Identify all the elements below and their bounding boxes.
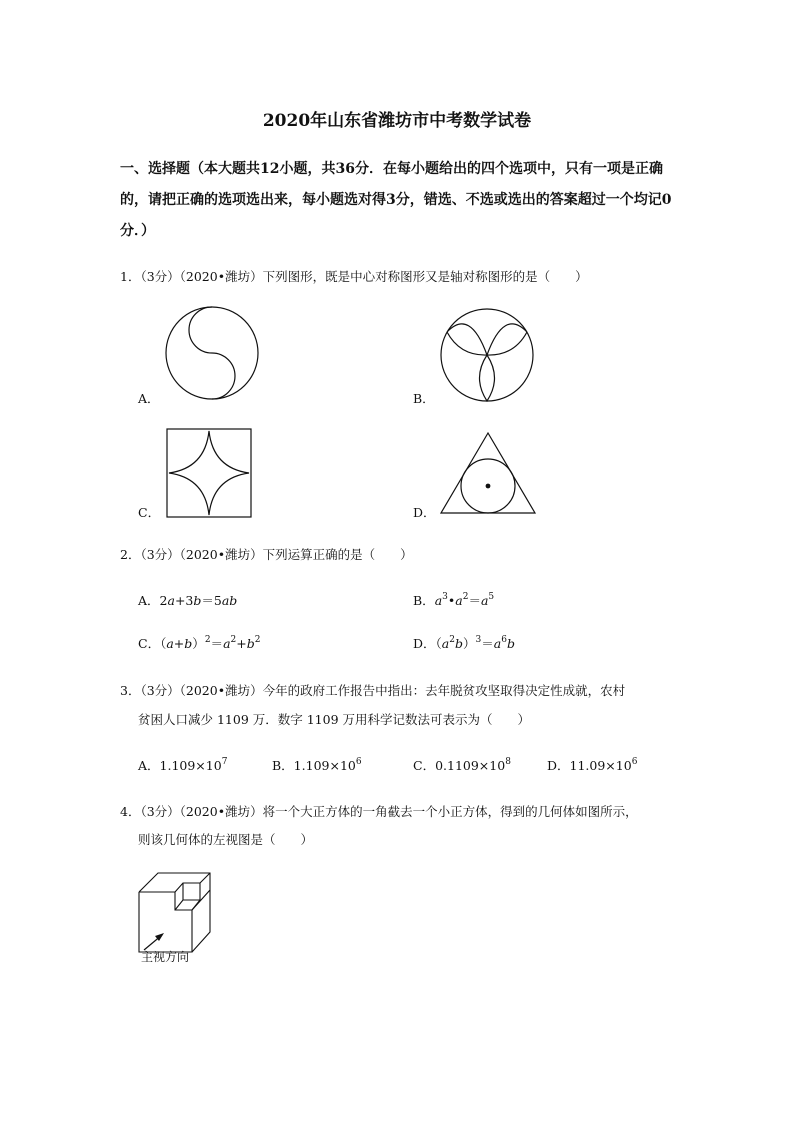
section-heading: 一、选择题（本大题共12小题，共36分．在每小题给出的四个选项中，只有一项是正确的，请把正确的选项选出来，每小题选对得3分，错选、不选或选出的答案超过一个均记0分．） bbox=[120, 161, 672, 239]
q2-option-d: D．$(a^2b)^3=a^6b$ bbox=[413, 635, 515, 651]
q1-figure-a bbox=[164, 305, 260, 401]
q4-caption: 主视方向 bbox=[141, 950, 190, 964]
q4-cube-figure bbox=[138, 872, 214, 954]
question-4-stem-line1: 4．（3分）（2020•潍坊）将一个大正方体的一角截去一个小正方体，得到的几何体如图所示， bbox=[120, 804, 638, 819]
question-1-stem: 1．（3分）（2020•潍坊）下列图形，既是中心对称图形又是轴对称图形的是（ ） bbox=[120, 269, 588, 284]
page-title: 2020年山东省潍坊市中考数学试卷 bbox=[262, 111, 532, 131]
q3-option-c: C．$0.1109\times 10^8$ bbox=[413, 757, 511, 773]
q1-label-c: C． bbox=[138, 505, 161, 520]
q3-option-a: A．$1.109\times 10^7$ bbox=[138, 757, 228, 773]
q1-figure-d bbox=[440, 432, 536, 514]
q2-option-b: B．$a^3•a^2=a^5$ bbox=[413, 592, 495, 608]
question-2-stem: 2．（3分）（2020•潍坊）下列运算正确的是（ ） bbox=[120, 547, 413, 562]
q2-option-a: A．2a+3b＝5ab bbox=[138, 593, 238, 608]
q2-option-c: C．$(a+b)^2=a^2+b^2$ bbox=[138, 635, 261, 651]
q1-label-b: B． bbox=[413, 391, 435, 406]
q3-option-d: D．$11.09\times 10^6$ bbox=[547, 757, 638, 773]
question-3-stem-line2: 贫困人口减少 1109 万．数字 1109 万用科学记数法可表示为（ ） bbox=[138, 712, 531, 727]
question-3-stem-line1: 3．（3分）（2020•潍坊）今年的政府工作报告中指出：去年脱贫攻坚取得决定性成就，农村 bbox=[120, 683, 626, 698]
q3-option-b: B．$1.109\times 10^6$ bbox=[272, 757, 362, 773]
question-4-stem-line2: 则该几何体的左视图是（ ） bbox=[138, 832, 314, 847]
q1-figure-b bbox=[440, 308, 534, 402]
q1-label-a: A． bbox=[138, 391, 160, 406]
q1-figure-c bbox=[166, 428, 252, 518]
q1-label-d: D． bbox=[413, 505, 436, 520]
